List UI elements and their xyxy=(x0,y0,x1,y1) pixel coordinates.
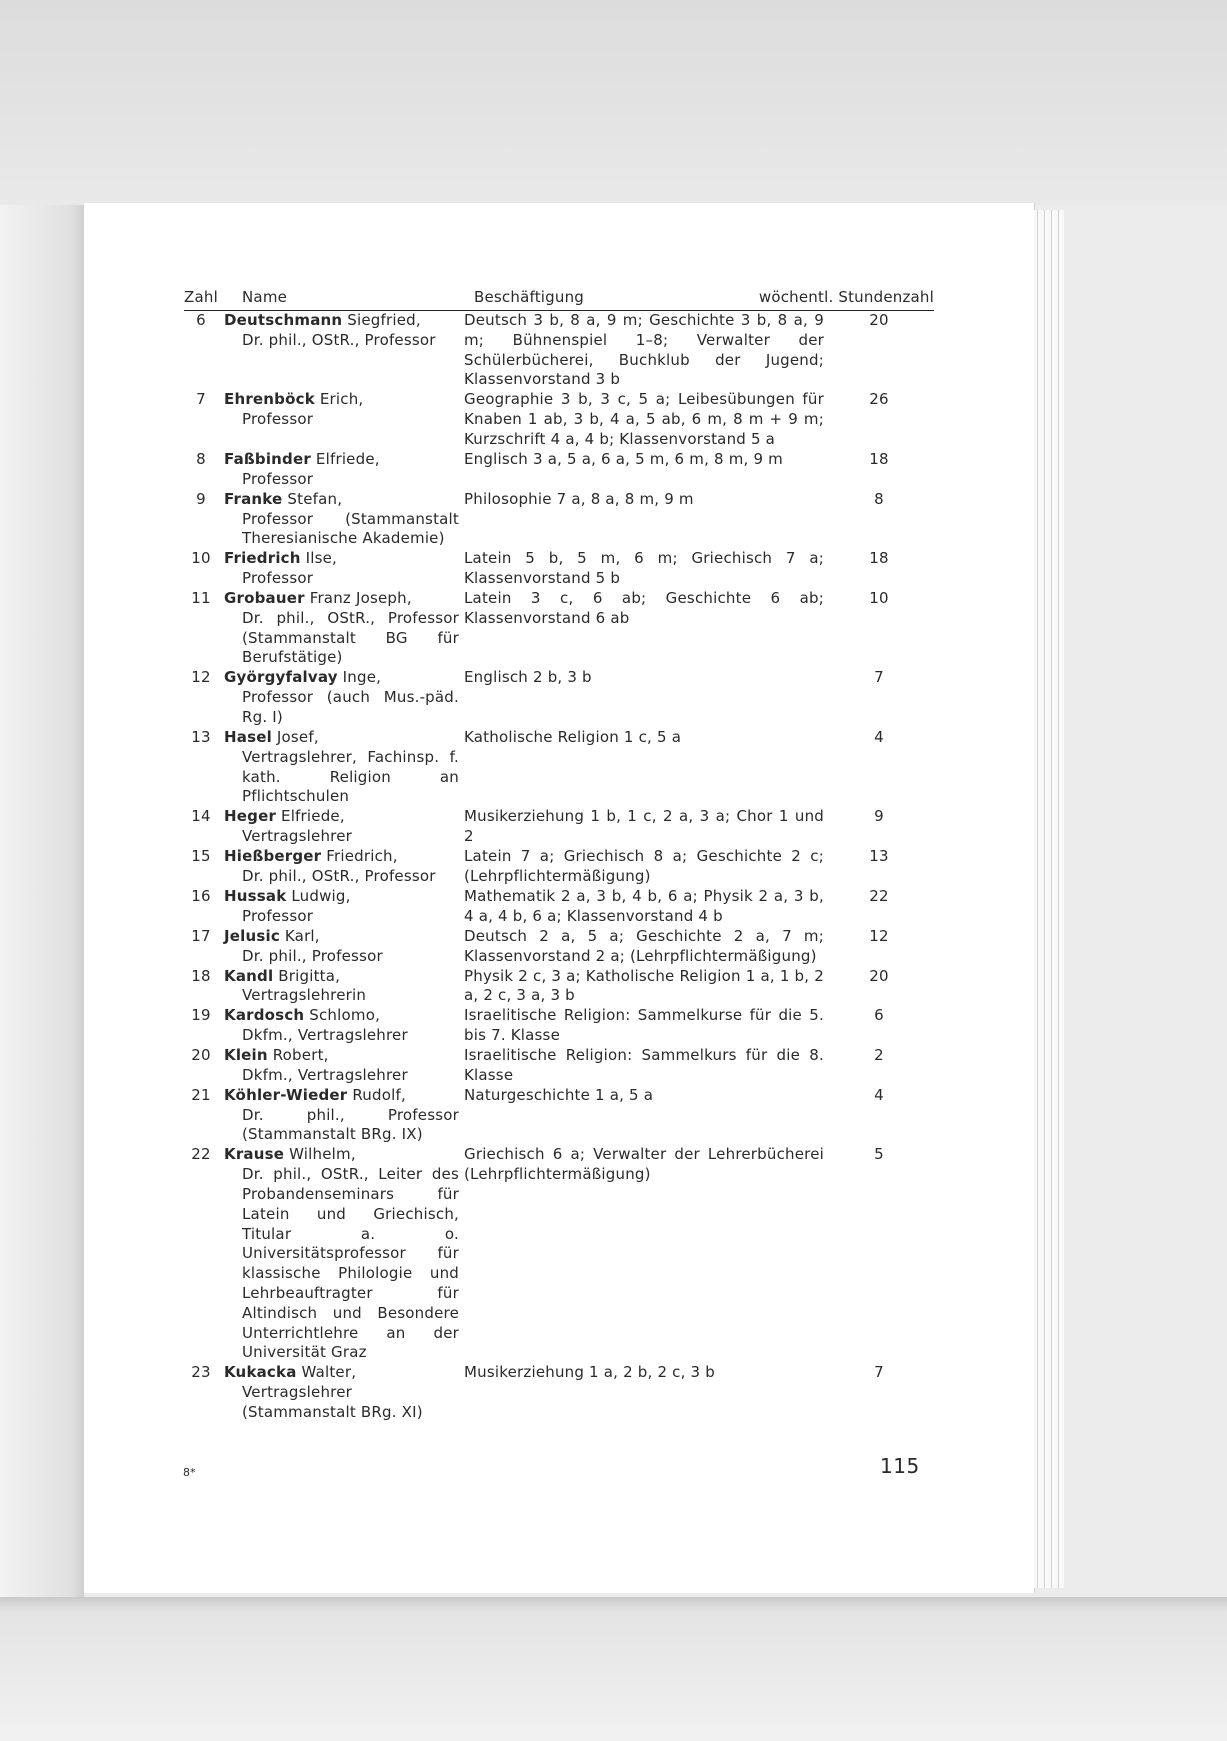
teacher-name xyxy=(218,589,459,668)
weekly-hours: 12 xyxy=(869,926,889,945)
table-row xyxy=(184,847,934,887)
table-row xyxy=(184,728,934,807)
teacher-name xyxy=(218,927,459,967)
teacher-assignment: Musikerziehung 1 a, 2 b, 2 c, 3 b xyxy=(464,1363,715,1382)
teacher-name xyxy=(218,887,459,927)
teacher-surname: Hießberger xyxy=(224,847,322,866)
weekly-hours: 26 xyxy=(869,390,889,409)
teacher-title: Professor xyxy=(242,469,314,488)
row-number: 11 xyxy=(191,589,211,608)
row-number: 10 xyxy=(191,549,211,568)
row-number: 20 xyxy=(191,1046,211,1065)
teacher-name xyxy=(218,807,459,847)
teacher-name xyxy=(218,1363,459,1422)
teacher-title: Dkfm., Vertragslehrer xyxy=(242,1026,408,1045)
header-zahl: Zahl xyxy=(184,288,218,306)
weekly-hours: 13 xyxy=(869,847,889,866)
teacher-name xyxy=(218,668,459,727)
teacher-given-name: Wilhelm, xyxy=(284,1145,356,1164)
teacher-surname: Faßbinder xyxy=(224,449,311,468)
weekly-hours: 22 xyxy=(869,886,889,905)
weekly-hours: 20 xyxy=(869,311,889,329)
teacher-assignment: Englisch 2 b, 3 b xyxy=(464,668,592,687)
weekly-hours: 6 xyxy=(874,1006,884,1025)
teacher-assignment: Israelitische Religion: Sammelkurse für die 5. bis 7. Klasse xyxy=(464,1006,824,1045)
table-row xyxy=(184,927,934,967)
teacher-surname: Kukacka xyxy=(224,1363,297,1382)
teacher-surname: Deutschmann xyxy=(224,311,343,329)
teacher-name xyxy=(218,1086,459,1145)
teacher-surname: Köhler-Wieder xyxy=(224,1085,348,1104)
table-header xyxy=(184,288,934,311)
teacher-given-name: Ludwig, xyxy=(286,886,351,905)
teacher-given-name: Siegfried, xyxy=(342,311,421,329)
weekly-hours: 9 xyxy=(874,807,884,826)
header-beschaeftigung: Beschäftigung xyxy=(474,288,585,306)
teacher-assignment: Latein 5 b, 5 m, 6 m; Griechisch 7 a; Klassenvorstand 5 b xyxy=(464,549,824,588)
teacher-table xyxy=(184,288,934,1423)
teacher-assignment: Katholische Religion 1 c, 5 a xyxy=(464,728,682,747)
teacher-name xyxy=(218,490,459,549)
teacher-surname: Ehrenböck xyxy=(224,390,315,409)
row-number: 17 xyxy=(191,926,211,945)
table-row xyxy=(184,490,934,549)
teacher-title: Professor xyxy=(242,410,314,429)
table-row xyxy=(184,668,934,727)
teacher-given-name: Elfriede, xyxy=(310,449,380,468)
teacher-surname: Jelusic xyxy=(224,926,280,945)
teacher-given-name: Erich, xyxy=(314,390,364,409)
teacher-given-name: Franz Joseph, xyxy=(304,589,412,608)
row-number: 13 xyxy=(191,728,211,747)
row-number: 8 xyxy=(196,449,206,468)
table-row xyxy=(184,1086,934,1145)
table-row xyxy=(184,887,934,927)
weekly-hours: 7 xyxy=(874,668,884,687)
table-row xyxy=(184,967,934,1007)
teacher-surname: Kardosch xyxy=(224,1006,305,1025)
teacher-surname: Hussak xyxy=(224,886,287,905)
table-row xyxy=(184,807,934,847)
teacher-title: Vertragslehrer (Stammanstalt BRg. XI) xyxy=(242,1383,423,1422)
table-body xyxy=(184,311,934,1423)
page-number: 115 xyxy=(880,1454,920,1478)
teacher-given-name: Josef, xyxy=(271,728,319,747)
row-number: 7 xyxy=(196,390,206,409)
teacher-name xyxy=(218,549,459,589)
teacher-assignment: Physik 2 c, 3 a; Katholische Religion 1 a, 1 b, 2 a, 2 c, 3 a, 3 b xyxy=(464,966,824,1005)
teacher-assignment: Naturgeschichte 1 a, 5 a xyxy=(464,1085,654,1104)
teacher-title: Dr. phil., OStR., Professor (Stammanstalt BG für Berufstätige) xyxy=(242,608,459,667)
teacher-title: Vertragslehrer xyxy=(242,827,353,846)
teacher-assignment: Griechisch 6 a; Verwalter der Lehrerbücherei (Lehrpflichtermäßigung) xyxy=(464,1145,824,1184)
teacher-given-name: Karl, xyxy=(279,926,320,945)
teacher-surname: Friedrich xyxy=(224,549,301,568)
teacher-surname: Györgyfalvay xyxy=(224,668,338,687)
table-row xyxy=(184,390,934,449)
teacher-surname: Franke xyxy=(224,489,283,508)
weekly-hours: 2 xyxy=(874,1046,884,1065)
weekly-hours: 20 xyxy=(869,966,889,985)
teacher-title: Professor xyxy=(242,906,314,925)
table-row xyxy=(184,589,934,668)
teacher-name xyxy=(218,450,459,490)
weekly-hours: 18 xyxy=(869,449,889,468)
row-number: 14 xyxy=(191,807,211,826)
header-name: Name xyxy=(242,288,288,306)
teacher-title: Vertragslehrer, Fachinsp. f. kath. Religion an Pflichtschulen xyxy=(242,747,459,806)
teacher-surname: Heger xyxy=(224,807,277,826)
teacher-title: Dr. phil., Professor (Stammanstalt BRg. IX) xyxy=(242,1105,459,1144)
teacher-given-name: Inge, xyxy=(337,668,382,687)
teacher-title: Vertragslehrerin xyxy=(242,986,367,1005)
teacher-name xyxy=(218,311,459,351)
teacher-given-name: Elfriede, xyxy=(276,807,345,826)
teacher-given-name: Walter, xyxy=(296,1363,357,1382)
teacher-name xyxy=(218,390,459,430)
teacher-given-name: Friedrich, xyxy=(321,847,398,866)
teacher-name xyxy=(218,1006,459,1046)
signature-mark: 8* xyxy=(183,1466,196,1479)
teacher-surname: Krause xyxy=(224,1145,285,1164)
teacher-name xyxy=(218,728,459,807)
teacher-name xyxy=(218,847,459,887)
row-number: 21 xyxy=(191,1085,211,1104)
header-stundenzahl: wöchentl. Stundenzahl xyxy=(758,288,934,306)
teacher-given-name: Robert, xyxy=(267,1046,329,1065)
teacher-given-name: Ilse, xyxy=(300,549,338,568)
teacher-assignment: Philosophie 7 a, 8 a, 8 m, 9 m xyxy=(464,489,694,508)
teacher-surname: Klein xyxy=(224,1046,268,1065)
teacher-title: Dr. phil., Professor xyxy=(242,946,383,965)
weekly-hours: 10 xyxy=(869,589,889,608)
teacher-surname: Grobauer xyxy=(224,589,305,608)
row-number: 22 xyxy=(191,1145,211,1164)
teacher-title: Dr. phil., OStR., Professor xyxy=(242,867,436,885)
teacher-surname: Hasel xyxy=(224,728,272,747)
background-top xyxy=(0,0,1227,205)
teacher-assignment: Geographie 3 b, 3 c, 5 a; Leibesübungen für Knaben 1 ab, 3 b, 4 a, 5 ab, 6 m, 8 m + 9 m; Kurzschrift 4 a, 4 b; Klassenvorstand 5 a xyxy=(464,390,824,448)
weekly-hours: 5 xyxy=(874,1145,884,1164)
teacher-title: Professor (auch Mus.-päd. Rg. I) xyxy=(242,688,459,727)
teacher-assignment: Englisch 3 a, 5 a, 6 a, 5 m, 6 m, 8 m, 9 m xyxy=(464,449,783,468)
table-row xyxy=(184,1046,934,1086)
table-row xyxy=(184,1363,934,1422)
teacher-assignment: Deutsch 2 a, 5 a; Geschichte 2 a, 7 m; Klassenvorstand 2 a; (Lehrpflichtermäßigung) xyxy=(464,926,824,965)
background-bottom xyxy=(0,1597,1227,1741)
teacher-assignment: Deutsch 3 b, 8 a, 9 m; Geschichte 3 b, 8 a, 9 m; Bühnenspiel 1–8; Verwalter der Schülerbücherei, Buchklub der Jugend; Klassenvorstand 3 b xyxy=(464,311,824,389)
teacher-name xyxy=(218,1145,459,1363)
table-row xyxy=(184,450,934,490)
teacher-given-name: Brigitta, xyxy=(273,966,341,985)
teacher-title: Dkfm., Vertragslehrer xyxy=(242,1065,408,1084)
row-number: 23 xyxy=(191,1363,211,1382)
weekly-hours: 18 xyxy=(869,549,889,568)
teacher-title: Dr. phil., OStR., Leiter des Probandenseminars für Latein und Griechisch, Titular a. o. Universitätsprofessor für klassische Philologie und Lehrbeauftragter für Altindisch und Besondere Unterrichtlehre an der Universität Graz xyxy=(242,1165,459,1362)
teacher-given-name: Schlomo, xyxy=(304,1006,381,1025)
row-number: 9 xyxy=(196,489,206,508)
row-number: 6 xyxy=(196,311,206,329)
teacher-name xyxy=(218,1046,459,1086)
teacher-assignment: Musikerziehung 1 b, 1 c, 2 a, 3 a; Chor 1 und 2 xyxy=(464,807,824,846)
teacher-name xyxy=(218,967,459,1007)
row-number: 16 xyxy=(191,886,211,905)
teacher-assignment: Latein 7 a; Griechisch 8 a; Geschichte 2 c; (Lehrpflichtermäßigung) xyxy=(464,847,824,885)
page-edges xyxy=(1034,210,1064,1588)
teacher-assignment: Mathematik 2 a, 3 b, 4 b, 6 a; Physik 2 a, 3 b, 4 a, 4 b, 6 a; Klassenvorstand 4 b xyxy=(464,886,824,925)
teacher-surname: Kandl xyxy=(224,966,274,985)
row-number: 12 xyxy=(191,668,211,687)
row-number: 15 xyxy=(191,847,211,866)
table-row xyxy=(184,311,934,390)
teacher-title: Professor xyxy=(242,569,314,588)
row-number: 19 xyxy=(191,1006,211,1025)
weekly-hours: 8 xyxy=(874,489,884,508)
weekly-hours: 4 xyxy=(874,728,884,747)
teacher-given-name: Stefan, xyxy=(282,489,343,508)
table-row xyxy=(184,1006,934,1046)
teacher-title: Dr. phil., OStR., Professor xyxy=(242,330,436,349)
table-row xyxy=(184,1145,934,1363)
table-row xyxy=(184,549,934,589)
teacher-assignment: Israelitische Religion: Sammelkurs für die 8. Klasse xyxy=(464,1046,824,1084)
row-number: 18 xyxy=(191,966,211,985)
weekly-hours: 7 xyxy=(874,1363,884,1382)
teacher-given-name: Rudolf, xyxy=(347,1085,406,1104)
book-spine xyxy=(0,205,84,1597)
teacher-title: Professor (Stammanstalt Theresianische Akademie) xyxy=(242,509,459,548)
weekly-hours: 4 xyxy=(874,1085,884,1104)
teacher-assignment: Latein 3 c, 6 ab; Geschichte 6 ab; Klassenvorstand 6 ab xyxy=(464,589,824,627)
